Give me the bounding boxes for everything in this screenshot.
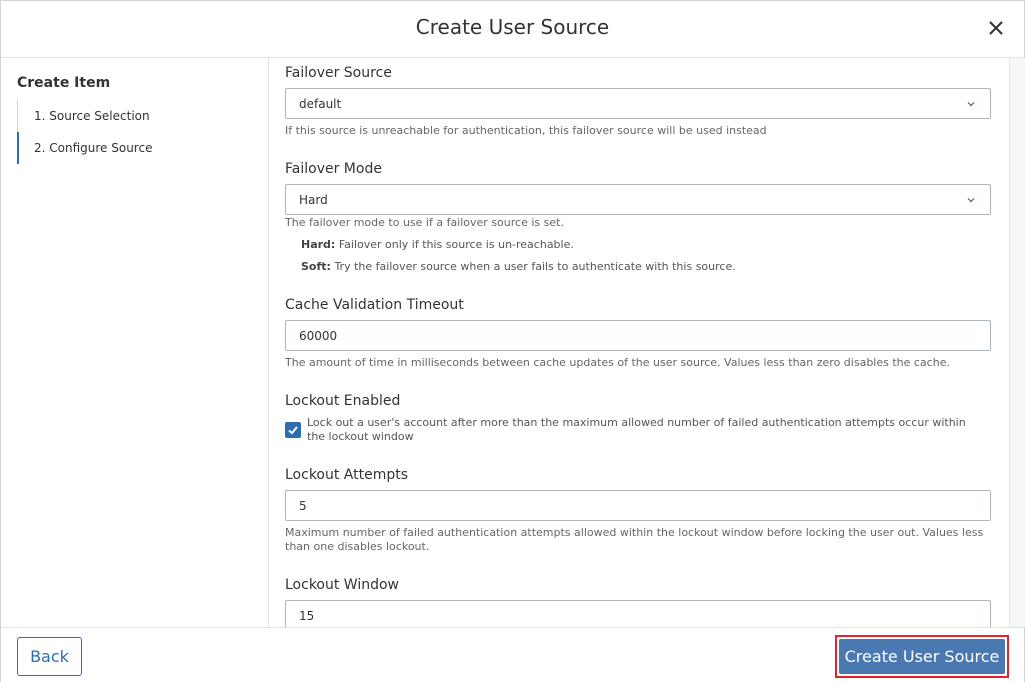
help-term: Hard: [301,238,336,251]
failover-mode-select[interactable] [285,184,991,215]
step-configure-source[interactable] [17,132,257,164]
close-icon[interactable] [986,18,1006,38]
lockout-attempts-help: Maximum number of failed authentication attempts allowed within the lockout window before locking the user out. Values less than one disables lockout. [285,526,984,553]
create-button-highlight [835,635,1009,678]
cache-timeout-input[interactable] [285,320,991,351]
step-label: 2. Configure Source [34,141,153,155]
failover-mode-soft-help [301,260,736,273]
lockout-enabled-checkbox[interactable] [285,422,301,438]
failover-source-value: default [299,96,342,111]
dialog-footer [1,627,1024,682]
create-user-source-button[interactable]: Create User Source [839,639,1005,674]
failover-source-label: Failover Source [285,65,392,81]
lockout-enabled-label: Lockout Enabled [285,393,401,409]
content-scrollbar[interactable] [1009,58,1025,627]
help-term: Soft: [301,260,331,273]
sidebar-title: Create Item [17,75,111,91]
failover-mode-value: Hard [299,192,328,207]
dialog-title: Create User Source [415,15,610,39]
cache-timeout-value: 60000 [299,328,338,343]
chevron-down-icon [966,194,976,204]
lockout-enabled-description: Lock out a user's account after more than the maximum allowed number of failed authentication attempts occur within the lockout window [307,416,966,443]
help-desc: Failover only if this source is un-reachable. [338,238,574,251]
wizard-steps [17,100,257,164]
lockout-attempts-label: Lockout Attempts [285,467,409,483]
step-label: 1. Source Selection [34,109,150,123]
back-button[interactable]: Back [17,637,82,676]
lockout-attempts-input[interactable] [285,490,991,521]
failover-mode-hard-help [301,238,574,251]
dialog-header [1,1,1024,58]
lockout-attempts-value: 5 [299,498,307,513]
wizard-sidebar [1,58,269,627]
cache-timeout-help: The amount of time in milliseconds between cache updates of the user source. Values less than zero disables the cache. [285,356,950,369]
failover-mode-label: Failover Mode [285,161,382,177]
cache-timeout-label: Cache Validation Timeout [285,297,464,313]
lockout-window-input[interactable] [285,600,991,627]
failover-mode-help: The failover mode to use if a failover source is set. [285,216,564,229]
lockout-window-value: 15 [299,608,315,623]
help-desc: Try the failover source when a user fails to authenticate with this source. [334,260,736,273]
failover-source-select[interactable] [285,88,991,119]
chevron-down-icon [966,98,976,108]
lockout-window-label: Lockout Window [285,577,400,593]
step-source-selection[interactable] [17,100,257,132]
checkmark-icon [287,424,299,436]
form-content [270,58,1010,627]
failover-source-help: If this source is unreachable for authentication, this failover source will be used instead [285,124,767,137]
